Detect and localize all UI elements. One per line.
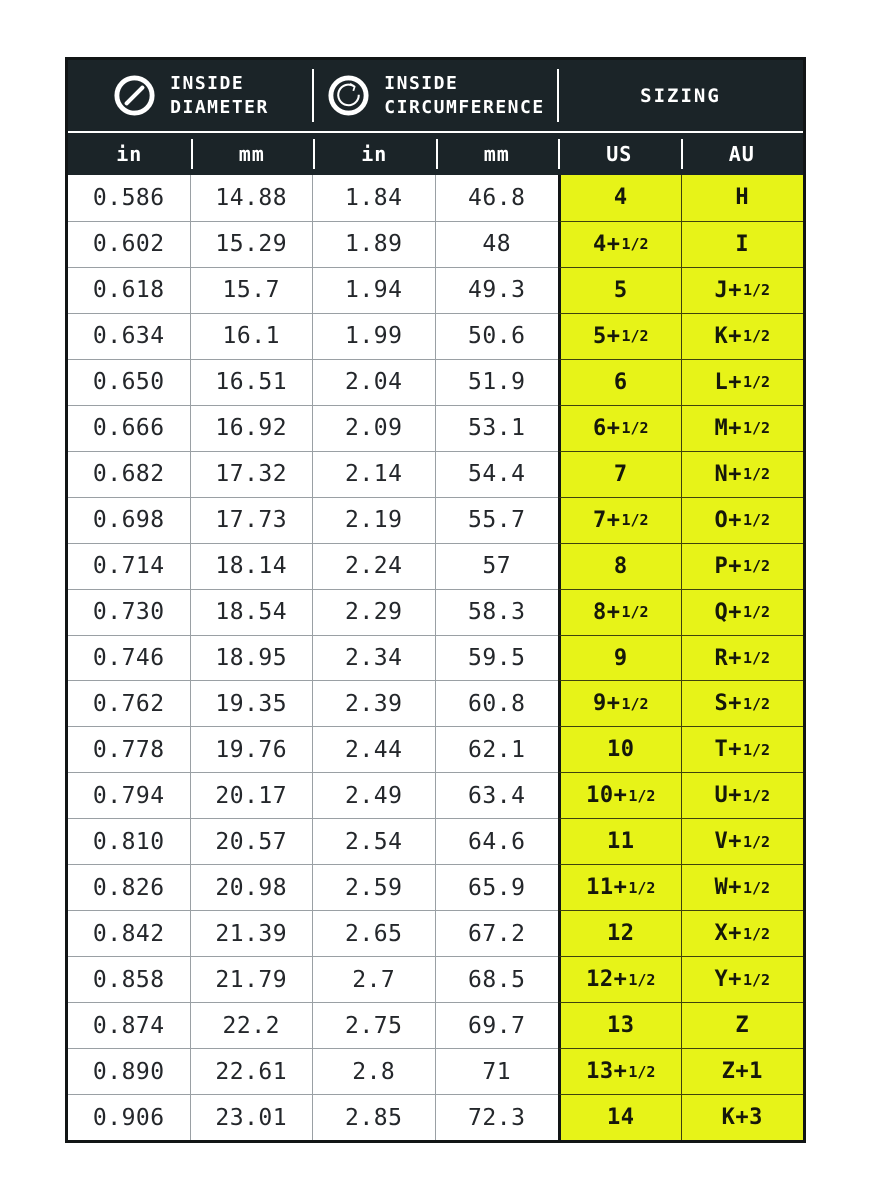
us-size-cell: 13 <box>558 1002 681 1048</box>
circumference-mm-cell: 62.1 <box>436 726 559 772</box>
us-size-cell: 4 <box>558 175 681 221</box>
size-fraction: 1/2 <box>742 419 771 438</box>
table-row <box>68 1094 803 1140</box>
circumference-in-cell: 2.29 <box>313 589 436 635</box>
au-size-cell: H <box>681 175 804 221</box>
circumference-in-cell: 2.44 <box>313 726 436 772</box>
size-fraction: 1/2 <box>742 786 771 805</box>
circumference-in-cell: 2.39 <box>313 680 436 726</box>
circumference-in-cell: 2.49 <box>313 772 436 818</box>
diameter-mm-cell: 21.79 <box>191 956 314 1002</box>
diameter-mm-cell: 19.35 <box>191 680 314 726</box>
table-row <box>68 864 803 910</box>
size-fraction: 1/2 <box>742 603 771 622</box>
table-row <box>68 589 803 635</box>
circumference-in-cell: 1.94 <box>313 267 436 313</box>
circumference-mm-cell: 48 <box>436 221 559 267</box>
size-fraction: 1/2 <box>742 924 771 943</box>
diameter-mm-cell: 16.51 <box>191 359 314 405</box>
size-fraction: 1/2 <box>742 878 771 897</box>
table-row <box>68 175 803 221</box>
au-size-cell: K+3 <box>681 1094 804 1140</box>
table-row <box>68 772 803 818</box>
size-fraction: 1/2 <box>742 694 771 713</box>
size-fraction: 1/2 <box>621 603 649 622</box>
us-size-cell: 9 <box>558 635 681 681</box>
table-row <box>68 267 803 313</box>
size-fraction: 1/2 <box>621 511 649 530</box>
diameter-icon <box>112 73 157 118</box>
diameter-in-cell: 0.890 <box>68 1048 191 1094</box>
circumference-mm-cell: 50.6 <box>436 313 559 359</box>
table-row <box>68 543 803 589</box>
us-size-cell: 7 <box>558 451 681 497</box>
circumference-in-cell: 2.24 <box>313 543 436 589</box>
diameter-in-cell: 0.602 <box>68 221 191 267</box>
header-group-sizing <box>558 60 803 131</box>
size-main: Q+ <box>714 599 742 625</box>
table-row <box>68 1048 803 1094</box>
circumference-mm-cell: 68.5 <box>436 956 559 1002</box>
au-size-cell <box>681 405 804 451</box>
circumference-mm-cell: 57 <box>436 543 559 589</box>
size-fraction: 1/2 <box>742 327 771 346</box>
size-main: 9+ <box>592 691 621 717</box>
diameter-in-cell: 0.666 <box>68 405 191 451</box>
circumference-mm-cell: 69.7 <box>436 1002 559 1048</box>
diameter-mm-cell: 18.95 <box>191 635 314 681</box>
diameter-in-cell: 0.698 <box>68 497 191 543</box>
header-group-row <box>68 60 803 131</box>
size-main: 11+ <box>586 875 628 901</box>
size-fraction: 1/2 <box>742 465 771 484</box>
circumference-in-cell: 2.65 <box>313 910 436 956</box>
circumference-icon <box>326 73 371 118</box>
au-size-cell <box>681 589 804 635</box>
au-size-cell <box>681 313 804 359</box>
circumference-in-cell: 2.14 <box>313 451 436 497</box>
table-row <box>68 680 803 726</box>
circumference-mm-cell: 59.5 <box>436 635 559 681</box>
ring-size-chart <box>65 57 806 1143</box>
size-fraction: 1/2 <box>742 649 771 667</box>
au-size-cell <box>681 956 804 1002</box>
diameter-in-cell: 0.762 <box>68 680 191 726</box>
size-fraction: 1/2 <box>742 740 771 759</box>
size-main: 4+ <box>592 231 621 257</box>
size-fraction: 1/2 <box>742 970 771 989</box>
size-fraction: 1/2 <box>621 235 649 254</box>
column-header-diameter-in: in <box>116 142 143 166</box>
circumference-in-cell: 2.04 <box>313 359 436 405</box>
column-header-us: US <box>558 133 681 175</box>
au-size-cell: I <box>681 221 804 267</box>
us-size-cell: 8 <box>558 543 681 589</box>
us-size-cell <box>558 772 681 818</box>
diameter-mm-cell: 18.14 <box>191 543 314 589</box>
table-header <box>68 60 803 175</box>
circumference-in-cell: 2.19 <box>313 497 436 543</box>
circumference-mm-cell: 63.4 <box>436 772 559 818</box>
table-row <box>68 313 803 359</box>
circumference-mm-cell: 67.2 <box>436 910 559 956</box>
circumference-in-cell: 2.85 <box>313 1094 436 1140</box>
circumference-mm-cell: 58.3 <box>436 589 559 635</box>
column-header-diameter-mm: mm <box>191 133 314 175</box>
table-row <box>68 359 803 405</box>
circumference-mm-cell: 64.6 <box>436 818 559 864</box>
header-group-label <box>170 72 269 119</box>
size-main: 10+ <box>586 783 628 809</box>
table-row <box>68 910 803 956</box>
table-row <box>68 956 803 1002</box>
circumference-in-cell: 1.89 <box>313 221 436 267</box>
size-main: V+ <box>714 829 742 855</box>
header-group-inside-circumference <box>313 60 558 131</box>
size-main: L+ <box>714 369 742 395</box>
us-size-cell <box>558 864 681 910</box>
circumference-mm-cell: 55.7 <box>436 497 559 543</box>
size-fraction: 1/2 <box>628 1062 656 1081</box>
au-size-cell <box>681 359 804 405</box>
table-body <box>68 175 803 1140</box>
table-row <box>68 635 803 681</box>
diameter-in-cell: 0.730 <box>68 589 191 635</box>
au-size-cell <box>681 910 804 956</box>
size-fraction: 1/2 <box>621 419 649 438</box>
size-fraction: 1/2 <box>742 281 771 300</box>
size-main: 5+ <box>592 323 621 349</box>
size-main: T+ <box>714 737 742 763</box>
us-size-cell: 6 <box>558 359 681 405</box>
column-header-circumference-mm: mm <box>436 133 559 175</box>
size-main: W+ <box>714 875 742 901</box>
size-fraction: 1/2 <box>742 373 771 392</box>
circumference-in-cell: 2.8 <box>313 1048 436 1094</box>
circumference-in-cell: 2.34 <box>313 635 436 681</box>
au-size-cell <box>681 635 804 681</box>
au-size-cell <box>681 267 804 313</box>
circumference-in-cell: 2.09 <box>313 405 436 451</box>
us-size-cell <box>558 313 681 359</box>
size-fraction: 1/2 <box>628 878 656 897</box>
diameter-mm-cell: 14.88 <box>191 175 314 221</box>
us-size-cell: 11 <box>558 818 681 864</box>
size-fraction: 1/2 <box>628 786 656 805</box>
diameter-mm-cell: 19.76 <box>191 726 314 772</box>
us-size-cell: 14 <box>558 1094 681 1140</box>
au-size-cell <box>681 680 804 726</box>
diameter-mm-cell: 15.7 <box>191 267 314 313</box>
size-main: N+ <box>714 461 742 487</box>
size-fraction: 1/2 <box>742 511 771 530</box>
table-row <box>68 497 803 543</box>
us-size-cell: 10 <box>558 726 681 772</box>
diameter-in-cell: 0.794 <box>68 772 191 818</box>
size-main: 7+ <box>592 507 621 533</box>
column-header-row <box>68 133 803 175</box>
circumference-in-cell: 2.54 <box>313 818 436 864</box>
diameter-mm-cell: 18.54 <box>191 589 314 635</box>
size-main: M+ <box>714 415 742 441</box>
diameter-in-cell: 0.874 <box>68 1002 191 1048</box>
au-size-cell <box>681 818 804 864</box>
circumference-mm-cell: 51.9 <box>436 359 559 405</box>
table-row <box>68 405 803 451</box>
diameter-mm-cell: 16.92 <box>191 405 314 451</box>
header-label-line2: CIRCUMFERENCE <box>384 96 545 118</box>
size-fraction: 1/2 <box>628 970 656 989</box>
size-main: 6+ <box>592 415 621 441</box>
diameter-in-cell: 0.858 <box>68 956 191 1002</box>
us-size-cell <box>558 221 681 267</box>
au-size-cell: Z <box>681 1002 804 1048</box>
circumference-mm-cell: 60.8 <box>436 680 559 726</box>
au-size-cell: Z+1 <box>681 1048 804 1094</box>
diameter-in-cell: 0.714 <box>68 543 191 589</box>
diameter-in-cell: 0.778 <box>68 726 191 772</box>
column-header-circumference-in: in <box>313 133 436 175</box>
diameter-in-cell: 0.618 <box>68 267 191 313</box>
us-size-cell <box>558 956 681 1002</box>
us-size-cell <box>558 680 681 726</box>
diameter-mm-cell: 22.2 <box>191 1002 314 1048</box>
circumference-mm-cell: 65.9 <box>436 864 559 910</box>
size-fraction: 1/2 <box>621 327 649 346</box>
size-main: P+ <box>714 553 742 579</box>
au-size-cell <box>681 772 804 818</box>
diameter-mm-cell: 22.61 <box>191 1048 314 1094</box>
table-row <box>68 221 803 267</box>
circumference-mm-cell: 72.3 <box>436 1094 559 1140</box>
diameter-in-cell: 0.682 <box>68 451 191 497</box>
size-main: 13+ <box>586 1059 628 1085</box>
table-row <box>68 726 803 772</box>
us-size-cell <box>558 589 681 635</box>
table-row <box>68 1002 803 1048</box>
diameter-mm-cell: 16.1 <box>191 313 314 359</box>
us-size-cell: 12 <box>558 910 681 956</box>
circumference-mm-cell: 46.8 <box>436 175 559 221</box>
diameter-in-cell: 0.810 <box>68 818 191 864</box>
diameter-in-cell: 0.826 <box>68 864 191 910</box>
diameter-mm-cell: 20.98 <box>191 864 314 910</box>
size-fraction: 1/2 <box>742 557 771 576</box>
circumference-in-cell: 1.99 <box>313 313 436 359</box>
diameter-in-cell: 0.906 <box>68 1094 191 1140</box>
us-size-cell: 5 <box>558 267 681 313</box>
header-group-inside-diameter <box>68 60 313 131</box>
au-size-cell <box>681 497 804 543</box>
size-main: Y+ <box>714 967 742 993</box>
table-row <box>68 451 803 497</box>
diameter-mm-cell: 21.39 <box>191 910 314 956</box>
size-main: O+ <box>714 507 742 533</box>
diameter-in-cell: 0.586 <box>68 175 191 221</box>
diameter-mm-cell: 20.57 <box>191 818 314 864</box>
size-main: R+ <box>714 645 742 671</box>
header-label-line1: INSIDE <box>384 73 459 95</box>
size-main: S+ <box>714 691 742 717</box>
size-main: 8+ <box>592 599 621 625</box>
circumference-in-cell: 2.7 <box>313 956 436 1002</box>
circumference-mm-cell: 49.3 <box>436 267 559 313</box>
circumference-in-cell: 1.84 <box>313 175 436 221</box>
table-row <box>68 818 803 864</box>
size-main: X+ <box>714 921 742 947</box>
column-header-au: AU <box>681 133 804 175</box>
size-fraction: 1/2 <box>742 832 771 851</box>
diameter-in-cell: 0.634 <box>68 313 191 359</box>
header-label-line1: INSIDE <box>170 73 245 95</box>
header-group-label <box>384 72 544 119</box>
diameter-mm-cell: 15.29 <box>191 221 314 267</box>
size-main: K+ <box>714 323 742 349</box>
au-size-cell <box>681 451 804 497</box>
diameter-mm-cell: 23.01 <box>191 1094 314 1140</box>
au-size-cell <box>681 726 804 772</box>
header-label-line2: DIAMETER <box>170 96 269 118</box>
us-size-cell <box>558 497 681 543</box>
size-main: J+ <box>714 277 742 303</box>
size-main: U+ <box>714 783 742 809</box>
au-size-cell <box>681 864 804 910</box>
circumference-in-cell: 2.75 <box>313 1002 436 1048</box>
size-main: 12+ <box>586 967 628 993</box>
us-size-cell <box>558 1048 681 1094</box>
size-fraction: 1/2 <box>621 694 649 713</box>
diameter-mm-cell: 17.73 <box>191 497 314 543</box>
circumference-mm-cell: 54.4 <box>436 451 559 497</box>
au-size-cell <box>681 543 804 589</box>
us-size-cell <box>558 405 681 451</box>
circumference-in-cell: 2.59 <box>313 864 436 910</box>
diameter-in-cell: 0.650 <box>68 359 191 405</box>
circumference-mm-cell: 53.1 <box>436 405 559 451</box>
diameter-in-cell: 0.842 <box>68 910 191 956</box>
diameter-mm-cell: 20.17 <box>191 772 314 818</box>
diameter-in-cell: 0.746 <box>68 635 191 681</box>
circumference-mm-cell: 71 <box>436 1048 559 1094</box>
diameter-mm-cell: 17.32 <box>191 451 314 497</box>
sizing-label: SIZING <box>640 84 721 107</box>
